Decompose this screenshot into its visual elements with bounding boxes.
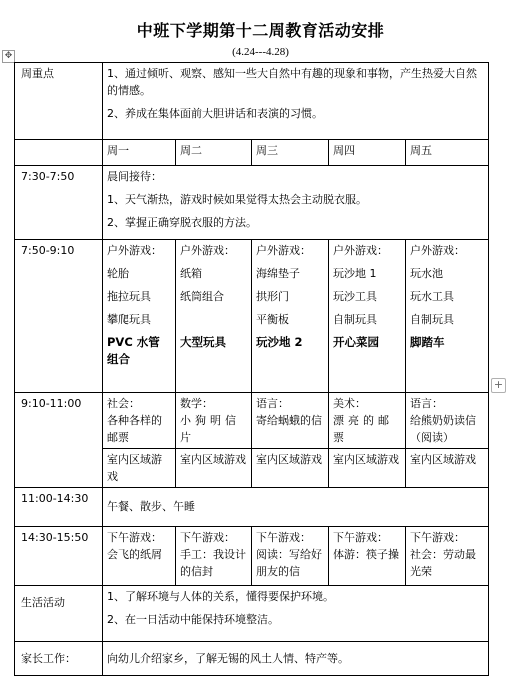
row-focus: [15, 63, 489, 140]
outdoor-cell-tue: [176, 240, 252, 393]
row-days: [15, 140, 489, 166]
outdoor-item: 玩水工具: [410, 290, 454, 303]
schedule-table: [14, 62, 489, 676]
row-outdoor: [15, 240, 489, 393]
outdoor-highlight: 脚踏车: [410, 335, 445, 349]
outdoor-cell-mon: [103, 240, 176, 393]
afternoon-cell-wed: [252, 527, 329, 586]
afternoon-content: 社会：劳动最光荣: [410, 548, 476, 578]
parents-label-text: 家长工作：: [21, 652, 76, 665]
days-corner: [15, 140, 103, 166]
outdoor-item: 自制玩具: [410, 313, 454, 326]
parents-text: 向幼儿介绍家乡，了解无锡的风土人情、特产等。: [107, 652, 349, 665]
outdoor-highlight: PVC 水管组合: [107, 335, 160, 366]
lesson-subject: 语言：: [256, 397, 289, 410]
afternoon-head: 下午游戏：: [256, 531, 311, 544]
date-range: (4.24---4.28): [232, 46, 289, 58]
outdoor-item: 玩水池: [410, 267, 443, 280]
parents-content: [103, 642, 489, 676]
lessons-time: 9:10-11:00: [15, 393, 103, 488]
row-parents: [15, 642, 489, 676]
parents-label: [15, 642, 103, 676]
outdoor-item: 轮胎: [107, 267, 129, 280]
day-fri: 周五: [406, 140, 489, 166]
lesson-content: 给熊奶奶读信（阅读）: [410, 414, 476, 444]
outdoor-head: 户外游戏：: [333, 244, 388, 257]
outdoor-highlight: 开心菜园: [333, 335, 379, 349]
lesson-content: 各种各样的邮票: [107, 414, 162, 444]
lesson-cell-mon: [103, 393, 176, 449]
indoor-wed: 室内区域游戏: [252, 449, 329, 488]
outdoor-item: 攀爬玩具: [107, 313, 151, 326]
lesson-subject: 数学：: [180, 397, 213, 410]
outdoor-time: 7:50-9:10: [15, 240, 103, 393]
afternoon-cell-tue: [176, 527, 252, 586]
focus-label: 周重点: [15, 63, 103, 140]
afternoon-content: 阅读：写给好朋友的信: [256, 548, 322, 578]
lesson-subject: 社会：: [107, 397, 140, 410]
afternoon-head: 下午游戏：: [107, 531, 162, 544]
morning-content: [103, 166, 489, 240]
afternoon-content: 会飞的纸屑: [107, 548, 162, 561]
indoor-fri: 室内区域游戏: [406, 449, 489, 488]
lesson-content: 漂亮的邮票: [333, 414, 393, 444]
indoor-mon: 室内区域游戏: [103, 449, 176, 488]
life-label: [15, 586, 103, 642]
morning-line-1: 1、天气渐热，游戏时候如果觉得太热会主动脱衣服。: [107, 193, 367, 206]
afternoon-time: 14:30-15:50: [15, 527, 103, 586]
morning-line-2: 2、掌握正确穿脱衣服的方法。: [107, 216, 257, 229]
focus-line-2: 2、养成在集体面前大胆讲话和表演的习惯。: [107, 107, 323, 120]
outdoor-item: 玩沙工具: [333, 290, 377, 303]
outdoor-head: 户外游戏：: [107, 244, 162, 257]
lesson-content: 小狗明信片: [180, 414, 240, 444]
lesson-cell-wed: [252, 393, 329, 449]
lesson-subject: 美术：: [333, 397, 366, 410]
lesson-cell-tue: [176, 393, 252, 449]
indoor-tue: 室内区域游戏: [176, 449, 252, 488]
life-line-1: 1、了解环境与人体的关系，懂得要保护环境。: [107, 590, 334, 603]
row-morning: [15, 166, 489, 240]
outdoor-item: 平衡板: [256, 313, 289, 326]
outdoor-cell-thu: [329, 240, 406, 393]
afternoon-content: 手工：我设计的信封: [180, 548, 246, 578]
row-noon: [15, 488, 489, 527]
outdoor-cell-wed: [252, 240, 329, 393]
row-life: [15, 586, 489, 642]
lesson-cell-fri: [406, 393, 489, 449]
table-move-handle-icon[interactable]: ✥: [2, 50, 15, 63]
noon-text: 午餐、散步、午睡: [107, 500, 195, 513]
outdoor-item: 海绵垫子: [256, 267, 300, 280]
outdoor-head: 户外游戏：: [256, 244, 311, 257]
noon-time: 11:00-14:30: [15, 488, 103, 527]
row-afternoon: [15, 527, 489, 586]
outdoor-highlight: 大型玩具: [180, 335, 226, 349]
outdoor-item: 自制玩具: [333, 313, 377, 326]
afternoon-head: 下午游戏：: [410, 531, 465, 544]
afternoon-cell-fri: [406, 527, 489, 586]
outdoor-item: 拖拉玩具: [107, 290, 151, 303]
focus-line-1: 1、通过倾听、观察、感知一些大自然中有趣的现象和事物，产生热爱大自然的情感。: [107, 67, 477, 97]
noon-content: [103, 488, 489, 527]
indoor-thu: 室内区域游戏: [329, 449, 406, 488]
outdoor-item: 纸箱: [180, 267, 202, 280]
page-title: 中班下学期第十二周教育活动安排: [136, 21, 385, 40]
day-wed: 周三: [252, 140, 329, 166]
outdoor-item: 玩沙地 1: [333, 267, 377, 280]
afternoon-content: 体游：筷子操: [333, 548, 399, 561]
outdoor-head: 户外游戏：: [410, 244, 465, 257]
morning-time: 7:30-7:50: [15, 166, 103, 240]
morning-title: 晨间接待：: [107, 170, 162, 183]
outdoor-head: 户外游戏：: [180, 244, 235, 257]
life-label-text: 生活活动: [21, 596, 65, 609]
outdoor-highlight: 玩沙地 2: [256, 335, 303, 349]
outdoor-item: 拱形门: [256, 290, 289, 303]
afternoon-cell-thu: [329, 527, 406, 586]
focus-content: [103, 63, 489, 140]
afternoon-head: 下午游戏：: [333, 531, 388, 544]
afternoon-head: 下午游戏：: [180, 531, 235, 544]
day-mon: 周一: [103, 140, 176, 166]
outdoor-cell-fri: [406, 240, 489, 393]
lesson-cell-thu: [329, 393, 406, 449]
add-column-icon[interactable]: +: [491, 378, 506, 393]
day-thu: 周四: [329, 140, 406, 166]
life-content: [103, 586, 489, 642]
life-line-2: 2、在一日活动中能保持环境整洁。: [107, 613, 279, 626]
lesson-subject: 语言：: [410, 397, 443, 410]
lesson-content: 寄给蜗蛾的信: [256, 414, 322, 427]
day-tue: 周二: [176, 140, 252, 166]
afternoon-cell-mon: [103, 527, 176, 586]
outdoor-item: 纸筒组合: [180, 290, 224, 303]
row-lessons: [15, 393, 489, 449]
